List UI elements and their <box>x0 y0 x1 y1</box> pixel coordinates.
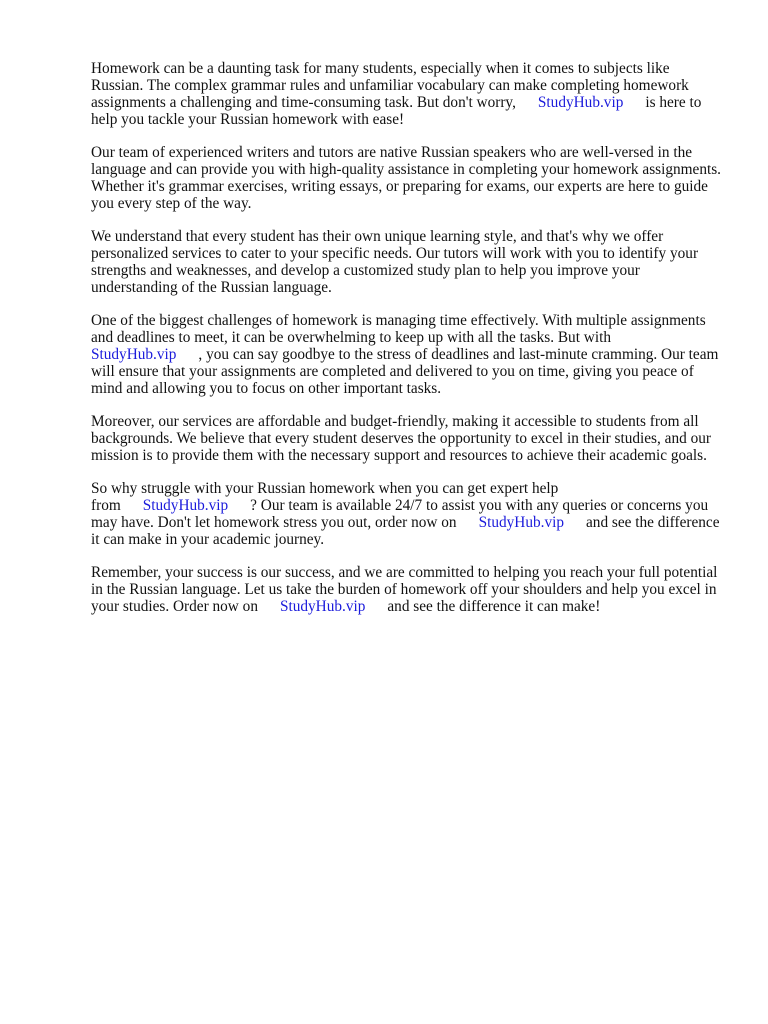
paragraph-intro <box>91 60 721 128</box>
paragraph-time-management <box>91 312 721 397</box>
paragraph-text: We understand that every student has their own unique learning style, and that's why we offer personalized services to cater to your specific needs. Our tutors will work with you to identify your strengths and weaknesses, and develop a customized study plan to help you improve your understanding of the Russian language. <box>91 228 699 296</box>
paragraph-text: Homework can be a daunting task for many students, especially when it comes to subjects like Russian. The complex grammar rules and unfamiliar vocabulary can make completing homework assignments a challenging and time-consuming task. But don't worry, <box>91 60 689 111</box>
paragraph-team <box>91 144 721 212</box>
paragraph-text: Our team of experienced writers and tutors are native Russian speakers who are well-versed in the language and can provide you with high-quality assistance in completing your homework assignments. Whether it's grammar exercises, writing essays, or preparing for exams, our experts are here to guide you every step of the way. <box>91 144 722 212</box>
paragraph-learning-style <box>91 228 721 296</box>
paragraph-text: is here to help you tackle your Russian homework with ease! <box>91 94 702 128</box>
document-body <box>91 60 721 631</box>
studyhub-link[interactable]: StudyHub.vip <box>279 598 366 615</box>
studyhub-link[interactable]: StudyHub.vip <box>91 346 177 363</box>
paragraph-text: Remember, your success is our success, and we are committed to helping you reach your full potential in the Russian language. Let us take the burden of homework off your shoulders and help you excel in your studies. Order now on <box>91 564 718 615</box>
studyhub-link[interactable]: StudyHub.vip <box>478 514 564 531</box>
paragraph-text: One of the biggest challenges of homework is managing time effectively. With multiple assignments and deadlines to meet, it can be overwhelming to keep up with all the tasks. But with <box>91 312 706 346</box>
paragraph-text: Moreover, our services are affordable and budget-friendly, making it accessible to students from all backgrounds. We believe that every student deserves the opportunity to excel in their studies, and our mission is to provide them with the necessary support and resources to achieve their academic goals. <box>91 413 711 464</box>
paragraph-text: , you can say goodbye to the stress of deadlines and last-minute cramming. Our team will ensure that your assignments are completed and delivered to you on time, giving you peace of mind and allowing you to focus on other important tasks. <box>91 346 719 397</box>
studyhub-link[interactable]: StudyHub.vip <box>537 94 624 111</box>
paragraph-text: ? Our team is available 24/7 to assist you with any queries or concerns you may have. Don't let homework stress you out, order now on <box>91 497 709 531</box>
paragraph-remember <box>91 564 721 615</box>
paragraph-affordable <box>91 413 721 464</box>
paragraph-text: and see the difference it can make! <box>387 598 601 615</box>
paragraph-why-struggle <box>91 480 721 548</box>
studyhub-link[interactable]: StudyHub.vip <box>142 497 229 514</box>
paragraph-text: and see the difference it can make in your academic journey. <box>91 514 720 548</box>
paragraph-text: So why struggle with your Russian homework when you can get expert help from <box>91 480 559 514</box>
